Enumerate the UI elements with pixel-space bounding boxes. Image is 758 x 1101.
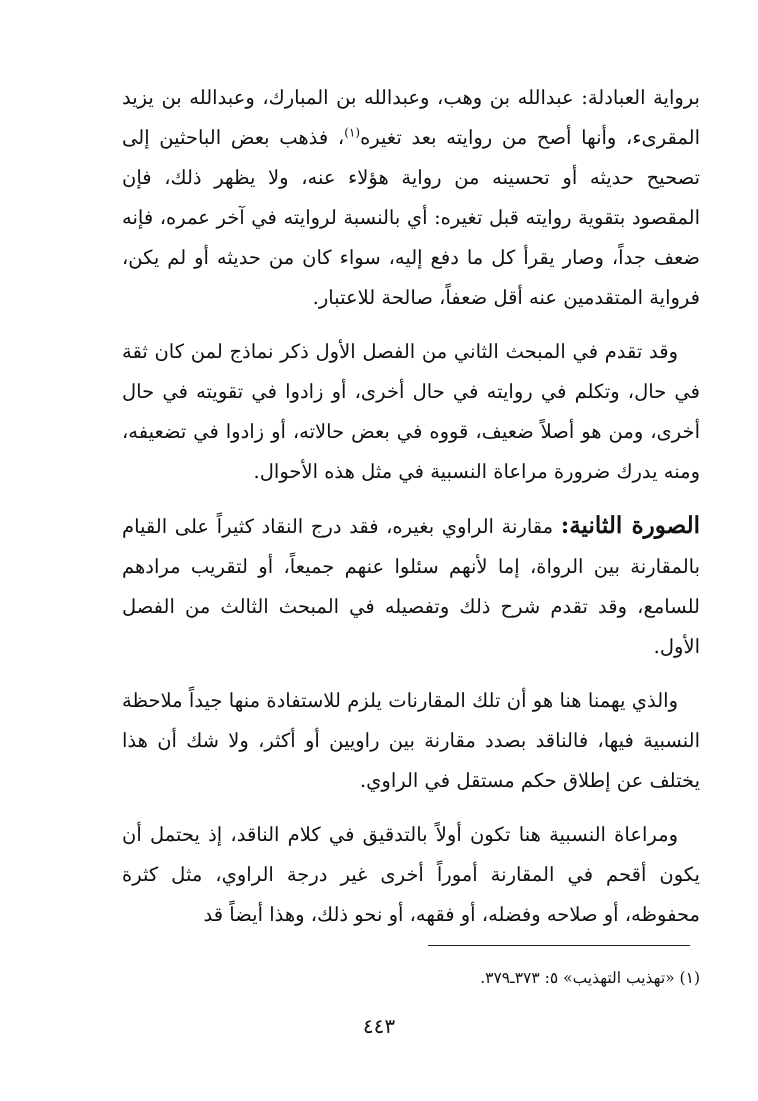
- paragraph-1: [122, 78, 700, 318]
- paragraph-3: [122, 506, 700, 667]
- footnote: (١) «تهذيب التهذيب» ٥: ٣٧٣ـ٣٧٩.: [480, 969, 700, 987]
- page-body: [122, 78, 700, 935]
- paragraph-4: والذي يهمنا هنا هو أن تلك المقارنات يلزم للاستفادة منها جيداً ملاحظة النسبية فيها، فالناقد بصدد مقارنة بين راويين أو أكثر، ولا شك أن هذا يختلف عن إطلاق حكم مستقل في الراوي.: [122, 689, 700, 792]
- section-heading: الصورة الثانية:: [560, 512, 701, 539]
- paragraph-5: ومراعاة النسبية هنا تكون أولاً بالتدقيق في كلام الناقد، إذ يحتمل أن يكون أقحم في المقارنة أموراً أخرى غير درجة الراوي، مثل كثرة محفوظه، أو صلاحه وفضله، أو فقهه، أو نحو ذلك، وهذا أيضاً قد: [122, 823, 700, 926]
- paragraph-3-text: مقارنة الراوي بغيره، فقد درج النقاد كثيراً على القيام بالمقارنة بين الرواة، إما لأنهم سئلوا عنهم جميعاً، أو لتقريب مرادهم للسامع، وقد تقدم شرح ذلك وتفصيله في المبحث الثالث من الفصل الأول.: [122, 515, 700, 658]
- footnote-reference[interactable]: (١): [344, 125, 361, 140]
- footnote-divider: [428, 945, 690, 946]
- paragraph-2: وقد تقدم في المبحث الثاني من الفصل الأول ذكر نماذج لمن كان ثقة في حال، وتكلم في روايته في حال أخرى، أو زادوا في تقويته في حال أخرى، ومن هو أصلاً ضعيف، قووه في بعض حالاته، أو زادوا في تضعيفه، ومنه يدرك ضرورة مراعاة النسبية في مثل هذه الأحوال.: [122, 340, 700, 483]
- page-number: ٤٤٣: [362, 1014, 396, 1038]
- paragraph-1-continuation: ، فذهب بعض الباحثين إلى تصحيح حديثه أو تحسينه من رواية هؤلاء عنه، ولا يظهر ذلك، فإن المقصود بتقوية روايته قبل تغيره: أي بالنسبة لروايته في آخر عمره، فإنه ضعف جداً، وصار يقرأ كل ما دفع إليه، سواء كان من حديثه أو لم يكن، فرواية المتقدمين عنه أقل ضعفاً، صالحة للاعتبار.: [122, 126, 700, 309]
- paragraph-1-text: برواية العبادلة: عبدالله بن وهب، وعبدالله بن المبارك، وعبدالله بن يزيد المقرىء، وأنها أصح من روايته بعد تغيره: [122, 86, 701, 149]
